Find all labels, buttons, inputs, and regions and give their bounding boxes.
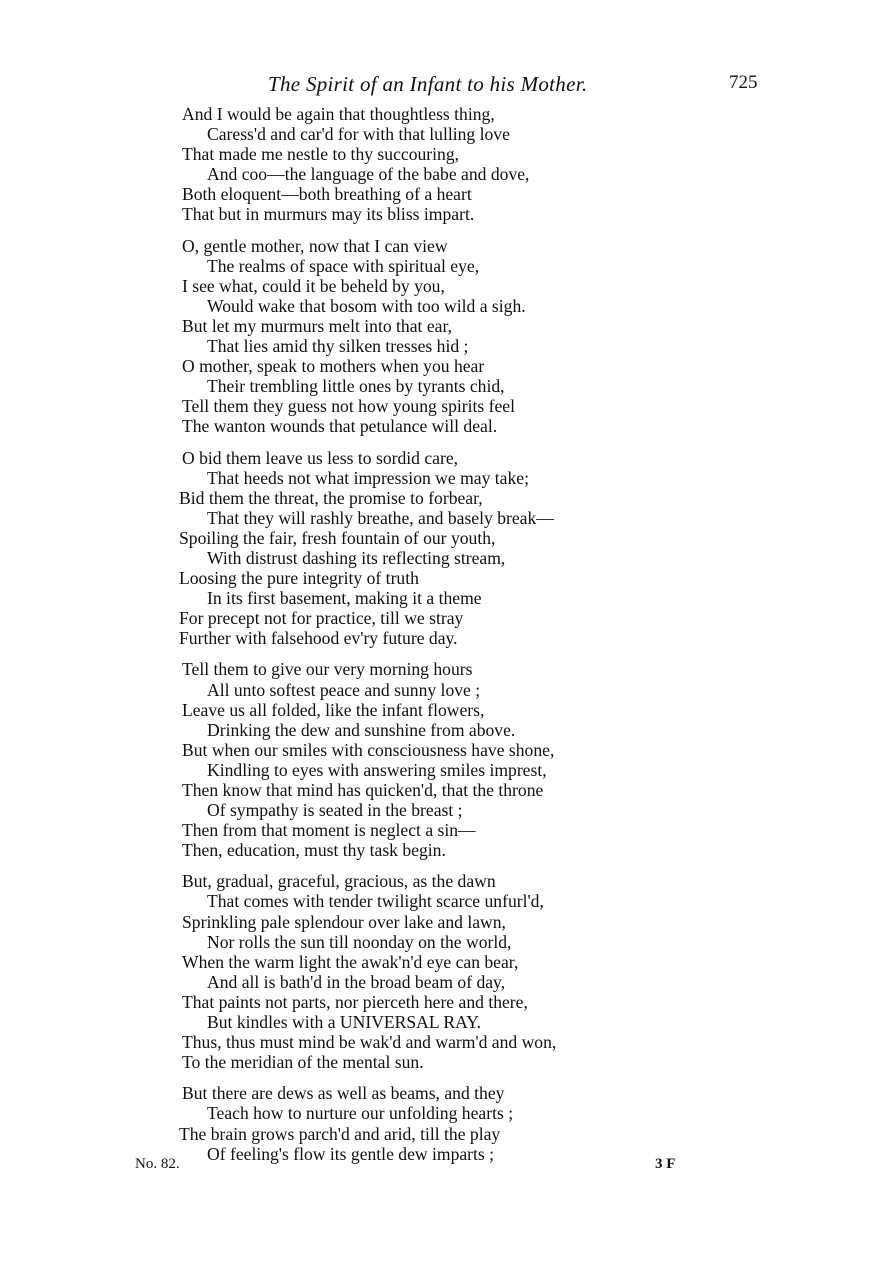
poem-line: All unto softest peace and sunny love ; (207, 679, 481, 700)
stanza-3 (179, 447, 702, 649)
poem-line: And I would be again that thoughtless thing, (182, 104, 495, 124)
poem-line: Then know that mind has quicken'd, that the throne (182, 780, 544, 800)
poem-line: Sprinkling pale splendour over lake and lawn, (182, 911, 506, 932)
poem-line: But there are dews as well as beams, and they (182, 1083, 505, 1104)
poem-line: I see what, could it be beheld by you, (182, 275, 445, 296)
poem-line: Teach how to nurture our unfolding hearts ; (207, 1103, 514, 1124)
poem-line: Tell them to give our very morning hours (182, 659, 473, 680)
poem-line: And coo—the language of the babe and dove, (207, 164, 530, 185)
stanza-1 (182, 104, 702, 225)
poem-line: That made me nestle to thy succouring, (182, 144, 460, 165)
page-number: 725 (729, 72, 758, 93)
poem-line: That lies amid thy silken tresses hid ; (207, 336, 469, 357)
poem-line: Leave us all folded, like the infant flowers, (182, 699, 485, 720)
poem-line: But, gradual, graceful, gracious, as the dawn (182, 871, 496, 892)
poem-line: Drinking the dew and sunshine from above. (207, 719, 516, 740)
poem-line: In its first basement, making it a theme (207, 588, 482, 609)
poem-line: That but in murmurs may its bliss impart. (182, 204, 475, 225)
poem-line: That heeds not what impression we may take; (207, 467, 529, 488)
poem-line: Of sympathy is seated in the breast ; (207, 800, 463, 821)
running-title: The Spirit of an Infant to his Mother. (268, 72, 588, 96)
signature-mark: 3 F (655, 1156, 676, 1172)
stanza-2 (182, 236, 702, 437)
stanza-5 (182, 871, 702, 1072)
issue-number: No. 82. (135, 1156, 180, 1172)
poem-line: Their trembling little ones by tyrants chid, (207, 376, 505, 397)
poem-line: With distrust dashing its reflecting stream, (207, 547, 506, 568)
poem-line: Nor rolls the sun till noonday on the world, (207, 931, 512, 952)
poem-line: O mother, speak to mothers when you hear (182, 356, 485, 377)
poem-line: For precept not for practice, till we stray (179, 608, 464, 629)
poem-line: Tell them they guess not how young spirits feel (182, 396, 516, 417)
poem-line: But when our smiles with consciousness have shone, (182, 739, 555, 760)
poem-line: Further with falsehood ev'ry future day. (179, 628, 458, 649)
poem-line: Kindling to eyes with answering smiles imprest, (207, 759, 547, 780)
poem-line: The realms of space with spiritual eye, (207, 255, 480, 276)
stanza-4 (182, 659, 702, 860)
poem-line: Caress'd and car'd for with that lulling love (207, 124, 510, 145)
poem-line: Then, education, must thy task begin. (182, 840, 446, 861)
poem-line: But let my murmurs melt into that ear, (182, 315, 452, 336)
poem-line: And all is bath'd in the broad beam of day, (207, 971, 506, 992)
poem-line: O, gentle mother, now that I can view (182, 235, 448, 256)
poem-line: When the warm light the awak'n'd eye can bear, (182, 951, 519, 972)
poem-line: That they will rashly breathe, and basely break— (207, 507, 554, 528)
poem-line: The wanton wounds that petulance will deal. (182, 416, 498, 437)
page-footer (0, 1156, 892, 1180)
poem-line: To the meridian of the mental sun. (182, 1052, 424, 1073)
poem-line: That comes with tender twilight scarce unfurl'd, (207, 891, 544, 912)
poem-line: Thus, thus must mind be wak'd and warm'd and won, (182, 1032, 557, 1053)
poem-line: Then from that moment is neglect a sin— (182, 820, 476, 841)
poem-line: Of feeling's flow its gentle dew imparts ; (207, 1143, 495, 1164)
poem-line: Both eloquent—both breathing of a heart (182, 184, 472, 205)
poem-line: But kindles with a UNIVERSAL RAY. (207, 1012, 482, 1033)
poem-line: Spoiling the fair, fresh fountain of our youth, (179, 527, 496, 548)
poem-line: O bid them leave us less to sordid care, (182, 447, 459, 468)
page-header (0, 70, 892, 104)
poem-line: Loosing the pure integrity of truth (179, 568, 419, 589)
poem-body (179, 104, 702, 1175)
poem-line: The brain grows parch'd and arid, till the play (179, 1123, 501, 1144)
poem-line: Bid them the threat, the promise to forbear, (179, 487, 483, 508)
poem-line: That paints not parts, nor pierceth here and there, (182, 991, 528, 1012)
poem-line: Would wake that bosom with too wild a sigh. (207, 295, 526, 316)
